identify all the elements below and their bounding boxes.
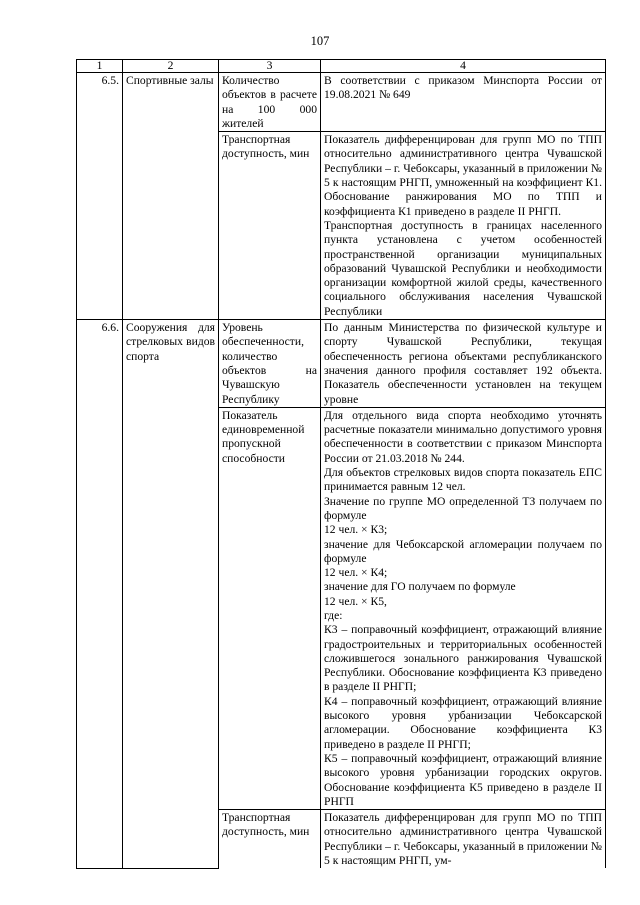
where-line: где: — [324, 608, 343, 622]
row-number: 6.6. — [77, 320, 123, 869]
page-number: 107 — [310, 34, 330, 48]
formula-line: 12 чел. × К4; — [324, 566, 388, 580]
header-col-2: 2 — [123, 60, 219, 73]
indicator-name: Уровень обеспеченности, количество объектов на Чувашскую Республику — [219, 320, 321, 408]
description-paragraph: Для отдельного вида спорта необходимо уточнять расчетные показатели минимально допустимого уровня обеспеченности в соответствии с приказом Минспорта России от 21.03.2018 № 244. — [324, 408, 602, 465]
table-header-row — [77, 60, 606, 73]
description-paragraph: значение для ГО получаем по формуле — [324, 580, 516, 594]
header-col-1: 1 — [77, 60, 123, 73]
description-paragraph: Показатель дифференцирован для групп МО по ТПП относительно административного центра Чувашской Республики – г. Чебоксары, указанный в приложении № 5 к настоящим РНГП, умноженный на коэффициент К1. Обоснование ранжирования МО по ТПП и коэффициента К1 приведено в разделе II РНГП. — [324, 133, 602, 218]
indicator-description: В соответствии с приказом Минспорта России от 19.08.2021 № 649 — [321, 73, 606, 132]
indicator-description — [321, 407, 606, 809]
indicator-name: Транспортная доступность, мин — [219, 132, 321, 320]
description-paragraph: значение для Чебоксарской агломерации получаем по формуле — [324, 537, 602, 565]
object-name: Сооружения для стрелковых видов спорта — [123, 320, 219, 869]
description-paragraph: Для объектов стрелковых видов спорта показатель ЕПС принимается равным 12 чел. — [324, 466, 602, 494]
indicator-description — [321, 132, 606, 320]
coefficient-definition: К5 – поправочный коэффициент, отражающий влияние высокого уровня урбанизации городских округов. Обоснование коэффициента К5 приведено в разделе II РНГП — [324, 751, 602, 808]
row-number: 6.5. — [77, 73, 123, 320]
indicator-name: Показатель единовременной пропускной способности — [219, 407, 321, 809]
table-row — [77, 73, 606, 132]
indicator-name: Транспортная доступность, мин — [219, 810, 321, 869]
indicator-description: По данным Министерства по физической культуре и спорту Чувашской Республики, текущая обеспеченность региона объектами республиканского значения данного профиля составляет 192 объекта. Показатель обеспеченности установлен на текущем уровне — [321, 320, 606, 408]
indicator-description: Показатель дифференцирован для групп МО по ТПП относительно административного центра Чувашской Республики – г. Чебоксары, указанный в приложении № 5 к настоящим РНГП, ум- — [321, 810, 606, 869]
formula-line: 12 чел. × К3; — [324, 523, 388, 537]
description-paragraph: Транспортная доступность в границах населенного пункта установлена с учетом особенностей пространственной организации муниципальных образований Чувашской Республики и необходимости организации комфортной жилой среды, качественного социального обслуживания населения Чувашской Республики — [324, 218, 602, 318]
indicator-name: Количество объектов в расчете на 100 000 жителей — [219, 73, 321, 132]
object-name: Спортивные залы — [123, 73, 219, 320]
coefficient-definition: К3 – поправочный коэффициент, отражающий влияние градостроительных и территориальных особенностей сложившегося зонального ранжирования Чувашской Республики. Обоснование коэффициента К3 приведено в разделе II РНГП; — [324, 623, 602, 694]
table-row — [77, 320, 606, 408]
description-paragraph: Значение по группе МО определенной ТЗ получаем по формуле — [324, 494, 602, 522]
header-col-3: 3 — [219, 60, 321, 73]
coefficient-definition: К4 – поправочный коэффициент, отражающий влияние высокого уровня урбанизации Чебоксарской агломерации. Обоснование коэффициента К3 приведено в разделе II РНГП; — [324, 694, 602, 751]
norms-table — [76, 59, 606, 869]
formula-line: 12 чел. × К5, — [324, 594, 387, 608]
header-col-4: 4 — [321, 60, 606, 73]
